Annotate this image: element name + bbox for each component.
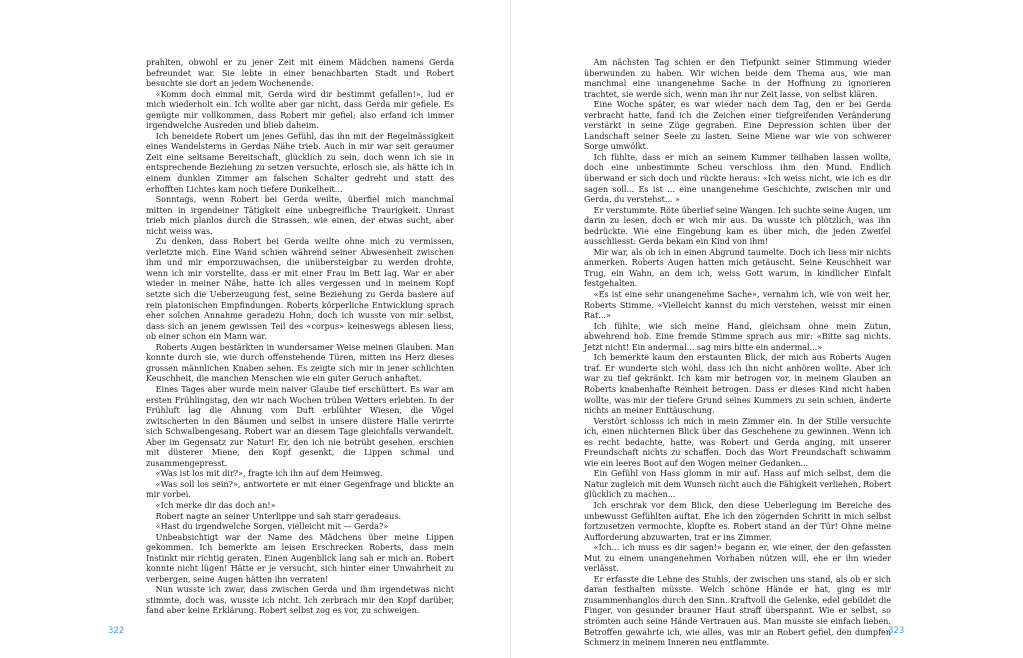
paragraph: «Was soll los sein?», antwortete er mit einer Gegenfrage und blickte an mir vorbei. [146, 479, 454, 500]
paragraph: «Komm doch einmal mit, Gerda wird dir bestimmt gefallen!», lud er mich wiederholt ein. Ich wollte aber gar nicht, dass Gerda mir gefiele. Es genügte mir vollkommen, dass Robert mir gefiel; also erfand ich immer irgendwelche Ausreden und blieb daheim. [146, 89, 454, 131]
page-number-left: 322 [108, 626, 125, 636]
paragraph: Robert nagte an seiner Unterlippe und sah starr geradeaus. [155, 511, 402, 521]
paragraph: Roberts Augen bestärkten in wundersamer Weise meinen Glauben. Man konnte durch sie, wie durch offenstehende Türen, mitten ins Herz dieses grossen männlichen Knaben sehen. Es zeigte sich mir in jener schlichten Keuschheit, die manchen Menschen wie ein guter Geruch anhaftet. [146, 342, 454, 384]
right-page [512, 0, 1023, 658]
paragraph: «Es ist eine sehr unangenehme Sache», vernahm ich, wie von weit her, Roberts Stimme. «Vielleicht kannst du mich verstehen, weisst mir einen Rat...» [584, 290, 891, 321]
paragraph: Ich erschrak vor dem Blick, den diese Ueberlegung im Bereiche des unbewusst Gefühlten auftat. Ehe ich den zögernden Schritt in mich selbst fortzusetzen vermochte, klopfte es. Robert stand an der Tür! Ohne meine Aufforderung abzuwarten, trat er ins Zimmer. [584, 500, 891, 542]
paragraph: Ich fühlte, dass er mich an seinem Kummer teilhaben lassen wollte, doch eine unbestimmte Scheu verschloss ihm den Mund. Endlich überwand er sich doch und rückte heraus: «Ich weiss nicht, wie ich es dir sagen soll... Es ist ... eine unangenehme Geschichte, zwischen mir und Gerda, du verstehst... » [584, 152, 891, 205]
paragraph: «Was ist los mit dir?», fragte ich ihn auf dem Heimweg. [155, 469, 383, 479]
right-page-text [584, 58, 891, 649]
paragraph: «Ich... ich muss es dir sagen!» begann er, wie einer, der den gefassten Mut zu einem unangenehmen Vorhaben nützen will, ehe er ihn wieder verlässt. [584, 543, 891, 574]
paragraph: Unbeabsichtigt war der Name des Mädchens über meine Lippen gekommen. Ich bemerkte am leisen Erschrecken Roberts, dass mein Instinkt mir richtig geraten. Einen Augenblick lang sah er mich an. Robert konnte nicht lügen! Hätte er je versucht, sich hinter einer Unwahrheit zu verbergen, seine Augen hätten ihn verraten! [146, 532, 454, 584]
paragraph: Eine Woche später, es war wieder nach dem Tag, den er bei Gerda verbracht hatte, fand ich die Zeichen einer tiefgreifenden Veränderung verstärkt in seine Züge gegraben. Eine Depression schien über der Landschaft seiner Seele zu lasten. Seine Miene war wie von schwerer Sorge umwölkt. [584, 100, 891, 152]
paragraph: Ich beneidete Robert um jenes Gefühl, das ihn mit der Regelmässigkeit eines Wandelsterns in Gerdas Nähe trieb. Auch in mir war seit geraumer Zeit eine seltsame Bereitschaft, glücklich zu sein, doch wenn ich sie in entsprechende Beziehung zu setzen versuchte, erlosch sie, als hätte ich in einem dunklen Zimmer am falschen Schalter gedreht und statt des erhofften Lichtes kam noch tiefere Dunkelheit... [146, 131, 454, 194]
paragraph: Nun wusste ich zwar, dass zwischen Gerda und ihm irgendetwas nicht stimmte, doch was, wusste ich nicht. Ich zerbrach mir den Kopf darüber, fand aber keine Erklärung. Robert selbst zog es vor, zu schweigen. [146, 585, 454, 616]
paragraph: Am nächsten Tag schien er den Tiefpunkt seiner Stimmung wieder überwunden zu haben. Wir wichen beide dem Thema aus, wie man manchmal eine unangenehme Sache in der Hoffnung zu ignorieren trachtet, sie werde sich, wenn man ihr nur Zeit lasse, von selbst klären. [584, 58, 891, 99]
paragraph: «Hast du irgendwelche Sorgen, vielleicht mit — Gerda?» [155, 522, 389, 532]
paragraph: Eines Tages aber wurde mein naiver Glaube tief erschüttert. Es war am ersten Frühlingstag, den wir nach Wochen trüben Wetters erlebten. In der Frühluft lag die Ahnung vom Duft erblühter Wiesen, die Vögel zwitscherten in den Bäumen und selbst in unsere düstere Halle verirrte sich Schwalbengesang. Robert war an diesem Tage gleichfalls verwandelt. Aber im Gegensatz zur Natur! Er, den ich nie betrübt gesehen, erschien mit düsterer Miene, den Kopf gesenkt, die Lippen schmal und zusammengepresst. [146, 384, 454, 468]
paragraph: Mir war, als ob ich in einen Abgrund taumelte. Doch ich liess mir nichts anmerken. Roberts Augen hatten mich getäuscht. Seine Keuschheit war Trug, ein Wahn, an dem ich, weiss Gott warum, in kindlicher Einfalt festgehalten. [584, 247, 891, 289]
paragraph: Ein Gefühl von Hass glomm in mir auf. Hass auf mich selbst, dem die Natur zugleich mit dem Wunsch nicht auch die Fähigkeit verliehen, Robert glücklich zu machen... [584, 469, 891, 500]
left-page-text [146, 58, 454, 617]
paragraph: Er verstummte. Röte überlief seine Wangen. Ich suchte seine Augen, um darin zu lesen, doch er wich mir aus. Da wusste ich plötzlich, was ihn bedrückte. Wie eine Eingebung kam es über mich, die jeden Zweifel ausschliesst: Gerda bekam ein Kind von ihm! [584, 205, 891, 247]
left-page [0, 0, 511, 658]
paragraph: Ich bemerkte kaum den erstaunten Blick, der mich aus Roberts Augen traf. Er wunderte sich wohl, dass ich ihn nicht anhören wollte. Aber ich war zu tief gekränkt. Ich kam mir betrogen vor, in meinem Glauben an Roberts knabenhafte Reinheit betrogen. Dass er dieses Kind nicht haben wollte, was mir der tiefere Grund seines Kummers zu sein schien, änderte nichts an meiner Enttäuschung. [584, 353, 891, 416]
paragraph: Verstört schlosss ich mich in mein Zimmer ein. In der Stille versuchte ich, einen nüchternen Blick über das Geschehene zu gewinnen. Wenn ich es recht bedachte, hatte, was Robert und Gerda anging, mit unserer Freundschaft nichts zu schaffen. Doch das Wort Freundschaft schwamm wie ein leeres Boot auf den Wogen meiner Gedanken... [584, 416, 891, 468]
paragraph: prahlten, obwohl er zu jener Zeit mit einem Mädchen namens Gerda befreundet war. Sie lebte in einer benachbarten Stadt und Robert besuchte sie dort an jedem Wochenende. [146, 58, 454, 89]
paragraph: «Ich merke dir das doch an!» [155, 500, 276, 510]
paragraph: Sonntags, wenn Robert bei Gerda weilte, überfiel mich manchmal mitten in irgendeiner Tätigkeit eine unbegreifliche Traurigkeit. Unrast trieb mich planlos durch die Strassen, wie einen, der etwas sucht, aber nicht weiss was. [146, 195, 454, 236]
paragraph: Ich fühlte, wie sich meine Hand, gleichsam ohne mein Zutun, abwehrend hob. Eine fremde Stimme sprach aus mir: «Bitte sag nichts. Jetzt nicht! Ein andermal... sag mirs bitte ein andermal...» [584, 321, 891, 352]
paragraph: Er erfasste die Lehne des Stuhls, der zwischen uns stand, als ob er sich daran festhalten müsste. Welch schöne Hände er hat, ging es mir zusammenhanglos durch den Sinn. Kraftvoll die Gelenke, edel gebildet die Finger, von gesunder brauner Haut straff überspannt. Wie er selbst, so strömten auch seine Hände Vertrauen aus. Man musste sie einfach lieben. Betroffen gewahrte ich, wie alles, was mir an Robert gefiel, den dumpfen Schmerz in meinem Inneren neu entflammte. [584, 574, 891, 648]
page-number-right: 323 [888, 626, 905, 636]
paragraph: Zu denken, dass Robert bei Gerda weilte ohne mich zu vermissen, verletzte mich. Eine Wand schien während seiner Abwesenheit zwischen ihm und mir emporzuwachsen, die unübersteigbar zu werden drohte, wenn ich mir vorstellte, dass er mit einer Frau im Bett lag. War er aber wieder in meiner Nähe, hatte ich alles vergessen und in meinem Kopf setzte sich die Ueberzeugung fest, seine Beziehung zu Gerda basiere auf rein platonischen Empfindungen. Roberts körperliche Entwicklung sprach eher solchen Annahme geradezu Hohn, doch ich wusste von mir selbst, dass sich an jenem gewissen Teil des «corpus» keineswegs ablesen liess, ob einer schon ein Mann war. [146, 237, 454, 342]
